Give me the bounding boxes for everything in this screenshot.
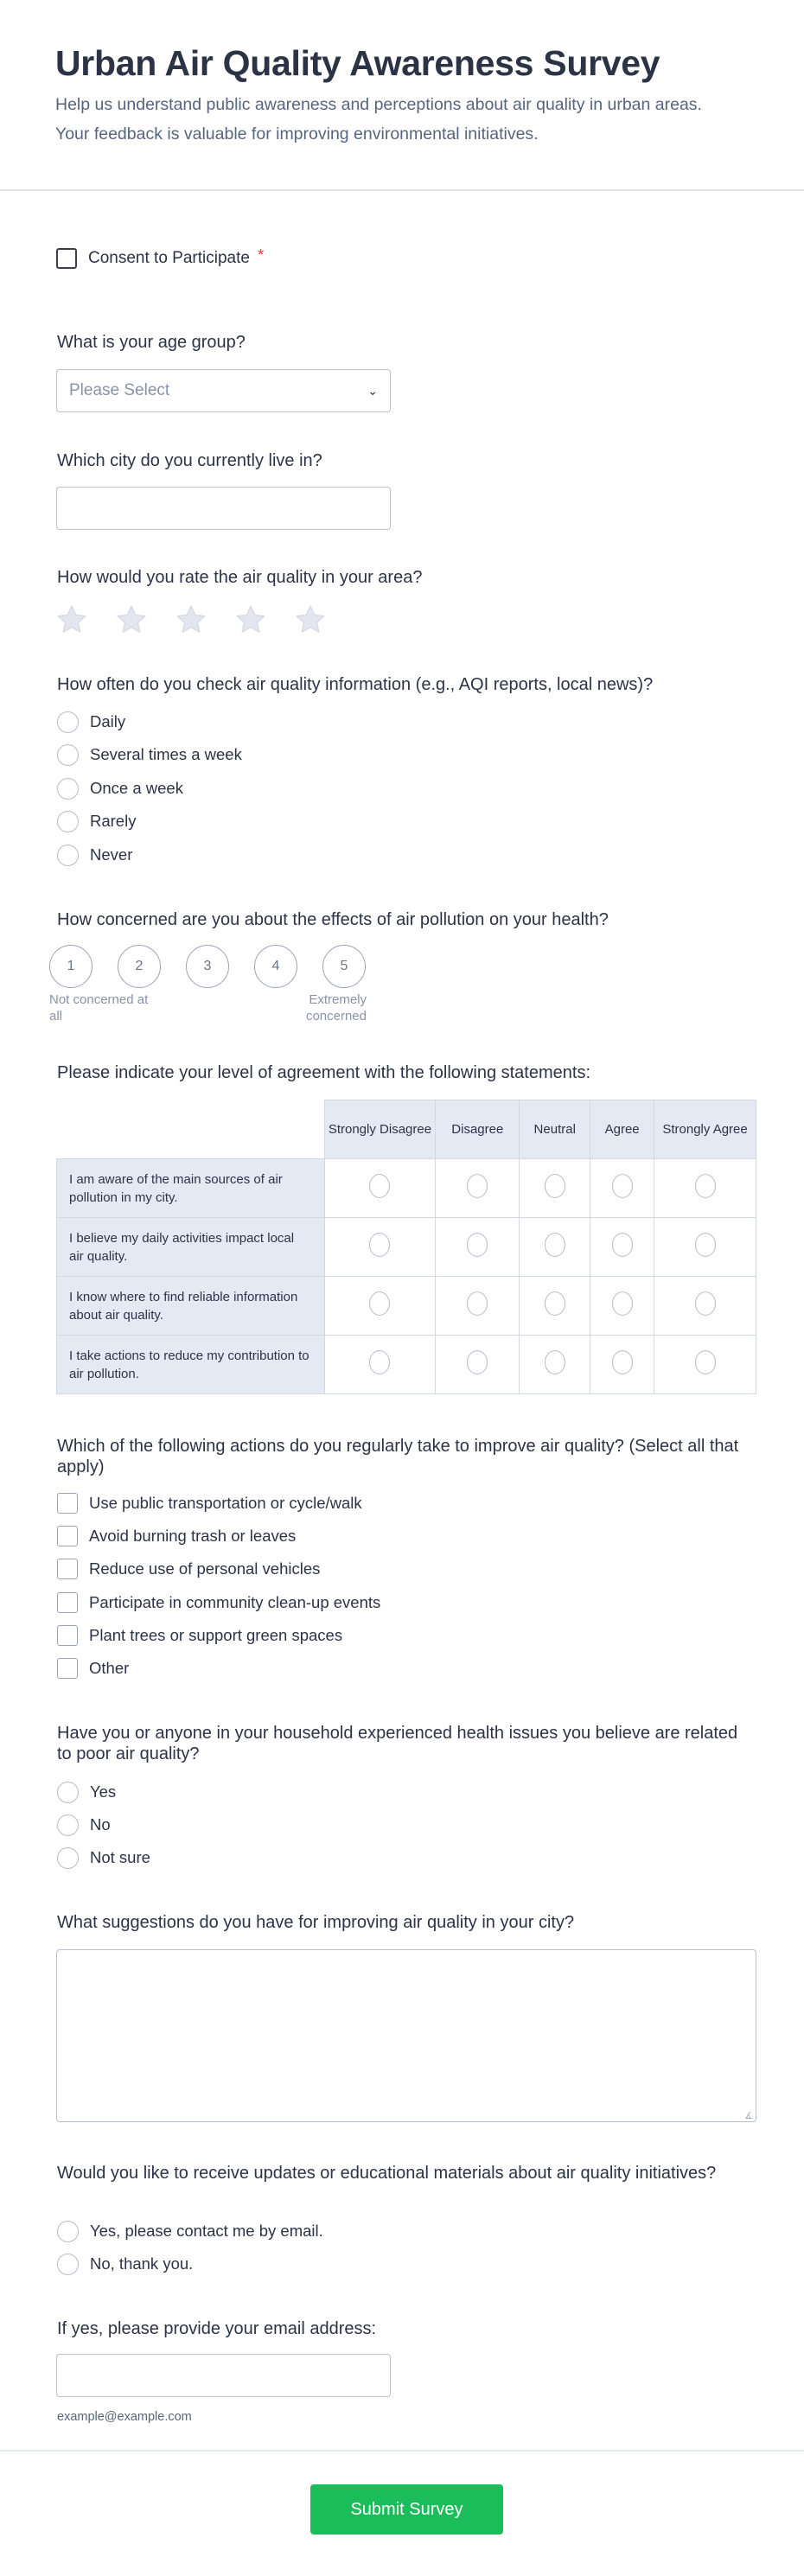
health-option-label: No: [90, 1815, 111, 1833]
actions-option-label: Participate in community clean-up events: [89, 1593, 381, 1611]
matrix-cell: [654, 1277, 756, 1336]
matrix-corner: [57, 1100, 325, 1159]
updates-option[interactable]: [57, 2251, 193, 2277]
city-label: Which city do you currently live in?: [57, 451, 322, 470]
radio-button[interactable]: [695, 1174, 716, 1198]
health-option-label: Not sure: [90, 1848, 150, 1866]
matrix-column-header: Strongly Agree: [654, 1100, 756, 1159]
radio-button[interactable]: [612, 1174, 633, 1198]
concern-scale: [49, 945, 366, 988]
suggestions-textarea[interactable]: [56, 1949, 756, 2122]
resize-handle-icon[interactable]: ∡: [744, 2111, 753, 2121]
matrix-cell: [436, 1159, 520, 1218]
updates-option-label: Yes, please contact me by email.: [90, 2222, 323, 2240]
scale-option-3[interactable]: 3: [186, 945, 229, 988]
checkbox[interactable]: [57, 1592, 78, 1613]
matrix-column-header: Disagree: [436, 1100, 520, 1159]
matrix-row: [57, 1218, 756, 1277]
matrix-cell: [520, 1336, 590, 1394]
matrix-cell: [590, 1336, 654, 1394]
radio-button[interactable]: [612, 1291, 633, 1316]
radio-button[interactable]: [695, 1291, 716, 1316]
star-rating: [54, 603, 328, 637]
matrix-cell: [520, 1159, 590, 1218]
matrix-cell: [590, 1277, 654, 1336]
star-icon[interactable]: [54, 603, 89, 637]
matrix-statement: I am aware of the main sources of air pollution in my city.: [57, 1159, 325, 1218]
radio-button[interactable]: [369, 1291, 390, 1316]
frequency-option-label: Daily: [90, 712, 126, 730]
age-select[interactable]: [56, 369, 391, 412]
actions-option[interactable]: [57, 1490, 362, 1516]
radio-button[interactable]: [57, 1847, 79, 1869]
matrix-cell: [436, 1277, 520, 1336]
actions-option-label: Avoid burning trash or leaves: [89, 1527, 297, 1545]
matrix-cell: [590, 1218, 654, 1277]
matrix-row: [57, 1277, 756, 1336]
matrix-cell: [436, 1336, 520, 1394]
radio-button[interactable]: [57, 778, 79, 800]
actions-option-label: Use public transportation or cycle/walk: [89, 1494, 362, 1512]
scale-max-label: Extremely concerned: [305, 992, 367, 1023]
frequency-option-label: Never: [90, 845, 133, 864]
radio-button[interactable]: [369, 1233, 390, 1257]
updates-label: Would you like to receive updates or educational materials about air quality initiatives?: [57, 2164, 717, 2183]
checkbox[interactable]: [57, 1526, 78, 1546]
suggestions-label: What suggestions do you have for improving air quality in your city?: [57, 1913, 575, 1932]
radio-button[interactable]: [695, 1233, 716, 1257]
submit-button[interactable]: Submit Survey: [310, 2484, 503, 2535]
matrix-cell: [654, 1336, 756, 1394]
matrix-cell: [654, 1159, 756, 1218]
required-mark: *: [257, 245, 265, 264]
radio-button[interactable]: [467, 1350, 488, 1374]
actions-option[interactable]: [57, 1556, 320, 1582]
matrix-column-header: Agree: [590, 1100, 654, 1159]
email-sublabel: example@example.com: [57, 2410, 192, 2424]
frequency-option[interactable]: [57, 709, 125, 735]
matrix-cell: [520, 1277, 590, 1336]
city-input[interactable]: [56, 487, 391, 530]
actions-option[interactable]: [57, 1655, 129, 1681]
frequency-option-label: Rarely: [90, 812, 137, 830]
agreement-matrix: [56, 1100, 756, 1394]
frequency-option[interactable]: [57, 842, 132, 868]
checkbox[interactable]: [57, 1493, 78, 1514]
checkbox[interactable]: [57, 1658, 78, 1679]
matrix-statement: I believe my daily activities impact local air quality.: [57, 1218, 325, 1277]
radio-button[interactable]: [545, 1174, 565, 1198]
header-divider: [0, 189, 804, 191]
matrix-cell: [324, 1218, 436, 1277]
actions-option[interactable]: [57, 1523, 296, 1549]
consent-checkbox-field[interactable]: [56, 245, 264, 271]
actions-option[interactable]: [57, 1590, 380, 1616]
scale-min-label: Not concerned at all: [49, 992, 149, 1023]
matrix-row: [57, 1159, 756, 1218]
radio-button[interactable]: [695, 1350, 716, 1374]
scale-option-1[interactable]: 1: [49, 945, 93, 988]
frequency-label: How often do you check air quality information (e.g., AQI reports, local news)?: [57, 675, 654, 694]
updates-option[interactable]: [57, 2218, 323, 2244]
radio-button[interactable]: [467, 1174, 488, 1198]
matrix-label: Please indicate your level of agreement with the following statements:: [57, 1063, 591, 1082]
health-label: Have you or anyone in your household experienced health issues you believe are related to poor air quality?: [57, 1724, 738, 1763]
scale-option-5[interactable]: 5: [322, 945, 366, 988]
age-select-placeholder: Please Select: [69, 381, 170, 399]
matrix-statement: I take actions to reduce my contribution to air pollution.: [57, 1336, 325, 1394]
age-label: What is your age group?: [57, 333, 246, 352]
star-icon[interactable]: [174, 603, 208, 637]
actions-option-label: Plant trees or support green spaces: [89, 1626, 343, 1644]
radio-button[interactable]: [612, 1350, 633, 1374]
health-option-label: Yes: [90, 1782, 117, 1801]
actions-option-label: Reduce use of personal vehicles: [89, 1559, 321, 1578]
radio-button[interactable]: [545, 1291, 565, 1316]
radio-button[interactable]: [57, 811, 79, 832]
page-title: Urban Air Quality Awareness Survey: [55, 43, 660, 83]
matrix-cell: [324, 1336, 436, 1394]
actions-label: Which of the following actions do you regularly take to improve air quality? (Select all that apply): [57, 1437, 739, 1476]
matrix-row: [57, 1336, 756, 1394]
concern-label: How concerned are you about the effects of air pollution on your health?: [57, 910, 609, 929]
radio-button[interactable]: [545, 1350, 565, 1374]
star-icon[interactable]: [293, 603, 328, 637]
actions-option[interactable]: [57, 1623, 342, 1648]
chevron-down-icon: ⌄: [367, 383, 378, 398]
email-label: If yes, please provide your email address:: [57, 2319, 377, 2338]
star-icon[interactable]: [233, 603, 268, 637]
checkbox[interactable]: [57, 1559, 78, 1579]
radio-button[interactable]: [57, 2221, 79, 2242]
radio-button[interactable]: [545, 1233, 565, 1257]
footer-divider: [0, 2450, 804, 2452]
radio-button[interactable]: [369, 1350, 390, 1374]
radio-button[interactable]: [612, 1233, 633, 1257]
actions-option-label: Other: [89, 1659, 130, 1677]
matrix-cell: [654, 1218, 756, 1277]
consent-checkbox[interactable]: [56, 248, 77, 269]
star-icon[interactable]: [114, 603, 149, 637]
matrix-statement: I know where to find reliable information about air quality.: [57, 1277, 325, 1336]
health-option[interactable]: [57, 1812, 111, 1838]
matrix-column-header: Neutral: [520, 1100, 590, 1159]
frequency-option-label: Once a week: [90, 779, 183, 797]
matrix-cell: [324, 1159, 436, 1218]
checkbox[interactable]: [57, 1625, 78, 1646]
frequency-option-label: Several times a week: [90, 745, 242, 763]
frequency-option[interactable]: [57, 742, 242, 768]
radio-button[interactable]: [57, 1782, 79, 1803]
matrix-cell: [436, 1218, 520, 1277]
radio-button[interactable]: [57, 744, 79, 766]
radio-button[interactable]: [57, 2254, 79, 2275]
consent-label: Consent to Participate: [88, 249, 250, 267]
radio-button[interactable]: [57, 845, 79, 866]
radio-button[interactable]: [467, 1291, 488, 1316]
frequency-option[interactable]: [57, 808, 136, 834]
matrix-cell: [590, 1159, 654, 1218]
scale-option-4[interactable]: 4: [254, 945, 297, 988]
frequency-option[interactable]: [57, 775, 183, 801]
matrix-cell: [324, 1277, 436, 1336]
radio-button[interactable]: [57, 1814, 79, 1836]
rating-label: How would you rate the air quality in your area?: [57, 568, 423, 587]
matrix-column-header: Strongly Disagree: [324, 1100, 436, 1159]
updates-option-label: No, thank you.: [90, 2254, 194, 2273]
matrix-cell: [520, 1218, 590, 1277]
health-option[interactable]: [57, 1779, 116, 1805]
page-description: Help us understand public awareness and perceptions about air quality in urban areas. Your feedback is valuable for improving environmental initiatives.: [55, 95, 702, 143]
health-option[interactable]: [57, 1845, 150, 1871]
radio-button[interactable]: [369, 1174, 390, 1198]
radio-button[interactable]: [467, 1233, 488, 1257]
scale-option-2[interactable]: 2: [118, 945, 161, 988]
email-input[interactable]: [56, 2354, 391, 2397]
radio-button[interactable]: [57, 711, 79, 733]
